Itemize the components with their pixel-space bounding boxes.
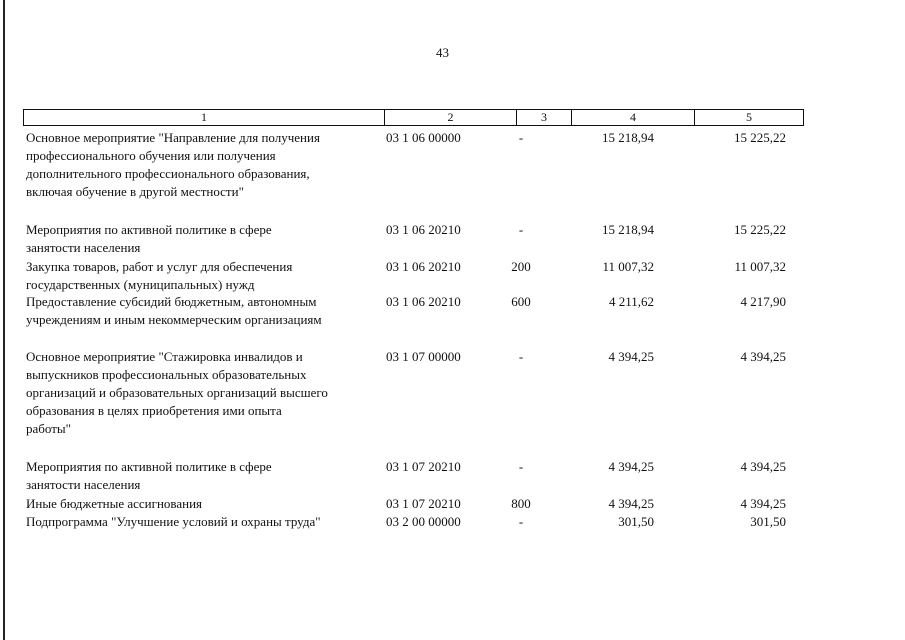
row-value-1: 4 394,25 <box>608 349 654 364</box>
header-col-4: 4 <box>572 110 695 125</box>
header-col-2: 2 <box>385 110 517 125</box>
row-name-line: образования в целях приобретения ими опыта <box>26 403 282 418</box>
row-type: 600 <box>511 294 531 309</box>
row-name-line: Иные бюджетные ассигнования <box>26 496 203 511</box>
row-code: 03 2 00 00000 <box>386 514 461 529</box>
row-type: - <box>518 514 524 529</box>
row-value-2: 4 217,90 <box>740 294 786 309</box>
row-code: 03 1 06 20210 <box>386 259 461 274</box>
row-code: 03 1 06 20210 <box>386 222 461 237</box>
row-code: 03 1 07 00000 <box>386 349 461 364</box>
row-value-1: 301,50 <box>618 514 654 529</box>
row-name-line: выпускников профессиональных образовательных <box>26 367 307 382</box>
row-type: 200 <box>511 259 531 274</box>
row-value-1: 4 394,25 <box>608 459 654 474</box>
row-code: 03 1 06 00000 <box>386 130 461 145</box>
row-name-line: Основное мероприятие "Направление для получения <box>26 130 320 145</box>
row-type: - <box>518 349 524 364</box>
row-code: 03 1 07 20210 <box>386 459 461 474</box>
row-type: - <box>518 459 524 474</box>
row-value-1: 15 218,94 <box>602 130 654 145</box>
row-type: - <box>518 222 524 237</box>
row-type: - <box>518 130 524 145</box>
row-code: 03 1 07 20210 <box>386 496 461 511</box>
row-name <box>26 513 366 531</box>
row-value-2: 4 394,25 <box>740 459 786 474</box>
row-type: 800 <box>511 496 531 511</box>
row-name-line: Основное мероприятие "Стажировка инвалидов и <box>26 349 303 364</box>
row-name <box>26 293 366 329</box>
page-left-border <box>3 0 5 640</box>
row-name <box>26 258 366 294</box>
row-value-2: 4 394,25 <box>740 349 786 364</box>
row-name-line: Мероприятия по активной политике в сфере <box>26 459 272 474</box>
row-value-1: 4 211,62 <box>608 294 654 309</box>
row-name-line: работы" <box>26 421 71 436</box>
row-value-2: 4 394,25 <box>740 496 786 511</box>
row-name <box>26 348 366 438</box>
row-name-line: занятости населения <box>26 477 141 492</box>
table-header <box>23 109 804 126</box>
row-name-line: Закупка товаров, работ и услуг для обеспечения <box>26 259 293 274</box>
header-col-5: 5 <box>746 110 752 124</box>
row-name-line: дополнительного профессионального образования, <box>26 166 310 181</box>
row-name-line: Подпрограмма "Улучшение условий и охраны труда" <box>26 514 321 529</box>
row-value-1: 11 007,32 <box>602 259 654 274</box>
page-number: 43 <box>436 45 449 60</box>
row-value-2: 301,50 <box>750 514 786 529</box>
row-name <box>26 129 366 201</box>
header-col-1: 1 <box>24 110 385 125</box>
row-name-line: включая обучение в другой местности" <box>26 184 244 199</box>
row-name <box>26 221 366 257</box>
row-name-line: занятости населения <box>26 240 141 255</box>
row-name-line: организаций и образовательных организаций высшего <box>26 385 328 400</box>
row-name-line: учреждениям и иным некоммерческим организациям <box>26 312 322 327</box>
header-col-3: 3 <box>517 110 572 125</box>
row-name-line: Мероприятия по активной политике в сфере <box>26 222 272 237</box>
row-value-1: 4 394,25 <box>608 496 654 511</box>
row-code: 03 1 06 20210 <box>386 294 461 309</box>
row-value-2: 15 225,22 <box>734 130 786 145</box>
row-name <box>26 495 366 513</box>
row-name-line: профессионального обучения или получения <box>26 148 276 163</box>
row-name-line: Предоставление субсидий бюджетным, автономным <box>26 294 317 309</box>
row-value-1: 15 218,94 <box>602 222 654 237</box>
row-value-2: 15 225,22 <box>734 222 786 237</box>
row-name-line: государственных (муниципальных) нужд <box>26 277 255 292</box>
row-name <box>26 458 366 494</box>
row-value-2: 11 007,32 <box>734 259 786 274</box>
